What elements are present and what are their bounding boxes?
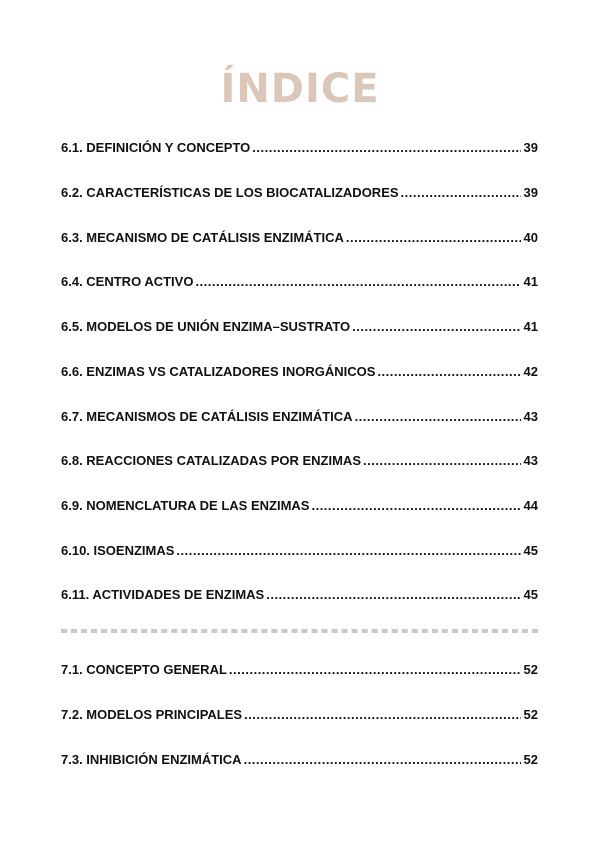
toc-entry-label: 6.3. MECANISMO DE CATÁLISIS ENZIMÁTICA	[61, 230, 344, 245]
toc-entry-6-3[interactable]	[61, 229, 538, 247]
toc-entry-page: 52	[523, 707, 538, 722]
toc-entry-page: 40	[523, 230, 538, 245]
toc-entry-label: 7.1. CONCEPTO GENERAL	[61, 662, 227, 677]
toc-entry-label: 6.8. REACCIONES CATALIZADAS POR ENZIMAS	[61, 453, 361, 468]
toc-dot-leader	[229, 661, 521, 679]
toc-entry-page: 44	[523, 498, 538, 513]
toc-dot-leader	[346, 229, 521, 247]
toc-entry-6-9[interactable]	[61, 497, 538, 515]
toc-dot-leader	[401, 184, 521, 202]
toc-entry-6-10[interactable]	[61, 542, 538, 560]
toc-entry-6-6[interactable]	[61, 363, 538, 381]
toc-entry-page: 42	[523, 364, 538, 379]
toc-dot-leader	[244, 751, 521, 769]
toc-entry-6-5[interactable]	[61, 318, 538, 336]
chapter-separator	[61, 629, 538, 633]
toc-entry-page: 41	[523, 274, 538, 289]
toc-dot-leader	[266, 586, 520, 604]
toc-entry-label: 6.7. MECANISMOS DE CATÁLISIS ENZIMÁTICA	[61, 409, 353, 424]
toc-entry-label: 6.9. NOMENCLATURA DE LAS ENZIMAS	[61, 498, 310, 513]
toc-entry-label: 6.5. MODELOS DE UNIÓN ENZIMA–SUSTRATO	[61, 319, 351, 334]
toc-entry-7-3[interactable]	[61, 751, 538, 769]
toc-entry-label: 6.1. DEFINICIÓN Y CONCEPTO	[61, 140, 251, 155]
toc-dot-leader	[176, 542, 520, 560]
toc-entry-6-2[interactable]	[61, 184, 538, 202]
toc-entry-7-1[interactable]	[61, 661, 538, 679]
toc-dot-leader	[252, 139, 520, 157]
toc-entry-label: 7.2. MODELOS PRINCIPALES	[61, 707, 243, 722]
toc-dot-leader	[363, 452, 521, 470]
toc-dot-leader	[377, 363, 520, 381]
toc-entry-page: 43	[523, 453, 538, 468]
toc-entry-page: 45	[523, 543, 538, 558]
toc-entry-page: 39	[523, 140, 538, 155]
toc-entry-6-11[interactable]	[61, 586, 538, 604]
toc-entry-page: 52	[523, 752, 538, 767]
page-title: ÍNDICE	[220, 66, 380, 112]
toc-entry-6-4[interactable]	[61, 273, 538, 291]
toc-dot-leader	[244, 706, 520, 724]
toc-entry-page: 39	[523, 185, 538, 200]
toc-dot-leader	[195, 273, 520, 291]
toc-entry-label: 6.4. CENTRO ACTIVO	[61, 274, 194, 289]
toc-dot-leader	[311, 497, 520, 515]
toc-entry-label: 6.10. ISOENZIMAS	[61, 543, 175, 558]
toc-entry-6-1[interactable]	[61, 139, 538, 157]
toc-entry-label: 6.6. ENZIMAS VS CATALIZADORES INORGÁNICOS	[61, 364, 376, 379]
toc-dot-leader	[355, 408, 521, 426]
toc-entry-6-7[interactable]	[61, 408, 538, 426]
toc-entry-page: 52	[523, 662, 538, 677]
toc-dot-leader	[352, 318, 520, 336]
toc-entry-7-2[interactable]	[61, 706, 538, 724]
toc-entry-page: 43	[523, 409, 538, 424]
toc-entry-label: 7.3. INHIBICIÓN ENZIMÁTICA	[61, 752, 242, 767]
toc-entry-label: 6.2. CARACTERÍSTICAS DE LOS BIOCATALIZADORES	[61, 185, 399, 200]
toc-entry-page: 41	[523, 319, 538, 334]
toc-entry-6-8[interactable]	[61, 452, 538, 470]
toc-entry-page: 45	[523, 587, 538, 602]
toc-entry-label: 6.11. ACTIVIDADES DE ENZIMAS	[61, 587, 265, 602]
